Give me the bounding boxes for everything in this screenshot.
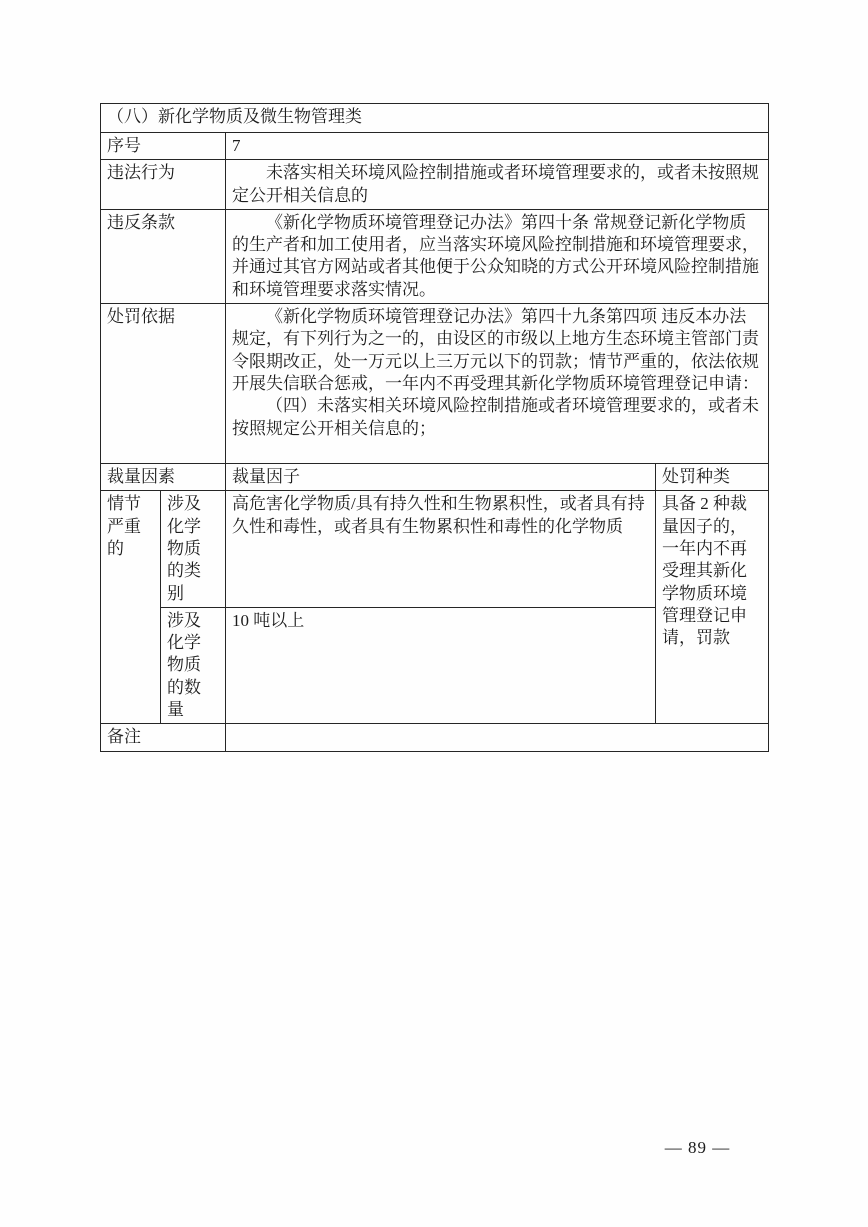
illegal-act-label: 违法行为 — [101, 160, 226, 210]
severity-label — [101, 491, 161, 724]
violated-clause-value — [226, 209, 769, 303]
penalty-discretion-table — [100, 103, 769, 752]
remarks-label: 备注 — [101, 724, 226, 751]
penalty-type-value: 具备 2 种裁量因子的，一年内不再受理其新化学物质环境管理登记申请，罚款 — [656, 491, 769, 724]
violated-clause-text: 《新化学物质环境管理登记办法》第四十条 常规登记新化学物质的生产者和加工使用者，应当落实环境风险控制措施和环境管理要求，并通过其官方网站或者其他便于公众知晓的方式公开环境风险控制措施和环境管理要求落实情况。 — [232, 212, 759, 299]
factor-chemical-type-label — [161, 491, 226, 607]
section-title: （八）新化学物质及微生物管理类 — [101, 104, 769, 133]
factor-chemical-type-value: 高危害化学物质/具有持久性和生物累积性，或者具有持久性和毒性，或者具有生物累积性和毒性的化学物质 — [226, 491, 656, 607]
page-number: — 89 — — [664, 1138, 731, 1157]
table-row — [101, 724, 769, 751]
penalty-basis-paragraph-1: 《新化学物质环境管理登记办法》第四十九条第四项 违反本办法规定，有下列行为之一的，由设区的市级以上地方生态环境主管部门责令限期改正，处一万元以上三万元以下的罚款；情节严重的，依法依规开展失信联合惩戒，一年内不再受理其新化学物质环境管理登记申请： — [232, 307, 759, 393]
table-row — [101, 304, 769, 464]
penalty-type-header: 处罚种类 — [656, 464, 769, 491]
factor-chemical-quantity-value: 10 吨以上 — [226, 607, 656, 723]
penalty-basis-paragraph-2: （四）未落实相关环境风险控制措施或者环境管理要求的，或者未按照规定公开相关信息的； — [232, 396, 759, 438]
factor-chemical-quantity-label-text: 涉及化学物质的数量 — [167, 610, 201, 720]
factor-chemical-quantity-label — [161, 607, 226, 723]
table-row — [101, 160, 769, 210]
violated-clause-label: 违反条款 — [101, 209, 226, 303]
illegal-act-text: 未落实相关环境风险控制措施或者环境管理要求的，或者未按照规定公开相关信息的 — [232, 163, 759, 205]
severity-label-text: 情节严重的 — [107, 494, 141, 558]
factor-category-header: 裁量因素 — [101, 464, 226, 491]
serial-value: 7 — [226, 133, 769, 160]
penalty-basis-value — [226, 304, 769, 464]
table-row — [101, 491, 769, 607]
serial-label: 序号 — [101, 133, 226, 160]
table-row — [101, 104, 769, 133]
table-row — [101, 209, 769, 303]
factor-header: 裁量因子 — [226, 464, 656, 491]
illegal-act-value — [226, 160, 769, 210]
remarks-value — [226, 724, 769, 751]
penalty-basis-label: 处罚依据 — [101, 304, 226, 464]
factor-chemical-type-label-text: 涉及化学物质的类别 — [167, 494, 201, 603]
table-row — [101, 133, 769, 160]
table-row — [101, 464, 769, 491]
